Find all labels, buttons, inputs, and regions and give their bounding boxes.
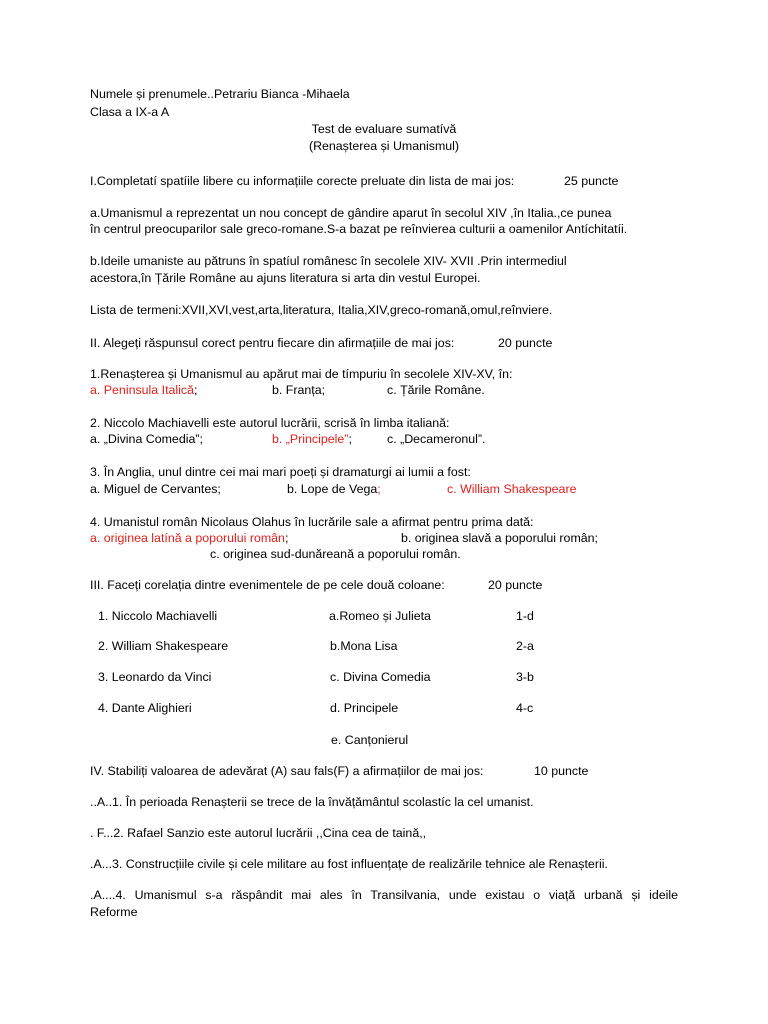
- section-3-points: 20 puncte: [488, 578, 543, 592]
- question-2-option-b-wrap: [272, 431, 352, 447]
- question-3-text: 3. În Anglia, unul dintre cei mai mari poeți și dramaturgi ai lumii a fost:: [90, 465, 471, 479]
- section-1-heading: I.Completatí spatíile libere cu informațiile corecte preluate din lista de mai jos:: [90, 174, 515, 188]
- question-3-option-c: c. William Shakespeare: [447, 482, 577, 496]
- terms-list: Lista de termeni:XVII,XVI,vest,arta,literatura, Italia,XIV,greco-romană,omul,reînviere.: [90, 303, 553, 317]
- test-subtitle: (Renașterea și Umanismul): [308, 139, 460, 153]
- question-4-option-c: c. originea sud-dunăreană a poporului român.: [210, 547, 461, 561]
- question-1-option-a-punct: ;: [194, 383, 198, 397]
- match-right-c: c. Divina Comedia: [330, 670, 431, 684]
- question-4-option-a: a. originea latínă a poporului român: [90, 531, 285, 545]
- question-2-option-b-punct: ;: [348, 432, 352, 446]
- section-1-b-line-1: b.Ideile umaniste au pătruns în spatíul românesc în secolele XIV- XVII .Prin intermediul: [90, 254, 567, 268]
- student-name: Numele și prenumele..Petrariu Bianca -Mihaela: [90, 87, 350, 101]
- match-left-3: 3. Leonardo da Vinci: [98, 670, 212, 684]
- match-answer-1: 1-d: [516, 609, 534, 623]
- match-answer-4: 4-c: [516, 701, 534, 715]
- question-3-option-b-wrap: [287, 481, 381, 497]
- section-1-a-line-2: în centrul preocuparilor sale greco-romane.S-a bazat pe reînvierea culturii a oamenilor Antíchitatíi.: [90, 222, 628, 236]
- match-left-4: 4. Dante Alighieri: [98, 701, 192, 715]
- section-1-b-line-2: acestora,în Țările Române au ajuns literatura si arta din vestul Europei.: [90, 271, 481, 285]
- statement-3: .A...3. Construcțiile civile și cele militare au fost influențațe de realizările tehnice ale Renașterii.: [90, 857, 608, 871]
- section-4-points: 10 puncte: [534, 764, 589, 778]
- question-4-text: 4. Umanistul român Nicolaus Olahus în lucrările sale a afirmat pentru prima dată:: [90, 515, 534, 529]
- test-title: Test de evaluare sumatívă: [311, 122, 457, 136]
- question-2-text: 2. Niccolo Machiavelli este autorul lucrării, scrisă în limba italiană:: [90, 416, 450, 430]
- match-right-e: e. Canțonierul: [331, 733, 409, 747]
- question-3-option-b: b. Lope de Vega: [287, 482, 378, 496]
- question-2-option-a: a. „Divina Comedia”;: [90, 432, 203, 446]
- match-right-b: b.Mona Lisa: [330, 639, 398, 653]
- section-3-heading: III. Faceți corelația dintre evenimentele de pe cele două coloane:: [90, 578, 445, 592]
- question-1-text: 1.Renașterea și Umanismul au apărut mai de tímpuriu în secolele XIV-XV, în:: [90, 367, 513, 381]
- question-2-option-b: b. „Principele”: [272, 432, 349, 446]
- match-left-1: 1. Niccolo Machiavelli: [98, 609, 218, 623]
- student-class: Clasa a IX-a A: [90, 105, 170, 119]
- section-4-heading: IV. Stabiliți valoarea de adevărat (A) sau fals(F) a afirmațiilor de mai jos:: [90, 764, 484, 778]
- statement-2: . F...2. Rafael Sanzio este autorul lucrării ,,Cina cea de taină,,: [90, 826, 427, 840]
- question-2-option-c: c. „Decameronul”.: [387, 432, 486, 446]
- question-1-option-b: b. Franța;: [272, 383, 326, 397]
- section-2-heading: II. Alegeți răspunsul corect pentru fiecare din afirmațiile de mai jos:: [90, 336, 455, 350]
- statement-4-line-2: Reforme: [90, 905, 138, 919]
- section-1-points: 25 puncte: [564, 174, 619, 188]
- match-left-2: 2. William Shakespeare: [98, 639, 229, 653]
- question-1-options: [90, 382, 197, 398]
- statement-4-line-1: .A....4. Umanismul s-a răspândit mai ales în Transilvania, unde existau o viață urbană și ideile: [90, 888, 678, 902]
- statement-1: ..A..1. În perioada Renașterii se trece de la învățământul scolastíc la cel umanist.: [90, 795, 534, 809]
- section-2-points: 20 puncte: [498, 336, 553, 350]
- question-4-option-b: b. originea slavă a poporului român;: [401, 531, 598, 545]
- question-3-option-a: a. Miguel de Cervantes;: [90, 482, 221, 496]
- question-3-option-b-punct: ;: [377, 482, 381, 496]
- question-1-option-a: a. Peninsula Italică: [90, 383, 195, 397]
- question-1-option-c: c. Țările Române.: [387, 383, 485, 397]
- match-answer-3: 3-b: [516, 670, 534, 684]
- question-4-option-a-punct: ;: [284, 531, 289, 545]
- section-1-a-line-1: a.Umanismul a reprezentat un nou concept de gândire aparut în secolul XIV ,în Italia.,ce punea: [90, 206, 612, 220]
- question-4-option-a-wrap: [90, 530, 288, 546]
- match-right-a: a.Romeo și Julieta: [329, 609, 431, 623]
- match-answer-2: 2-a: [516, 639, 534, 653]
- match-right-d: d. Principele: [330, 701, 399, 715]
